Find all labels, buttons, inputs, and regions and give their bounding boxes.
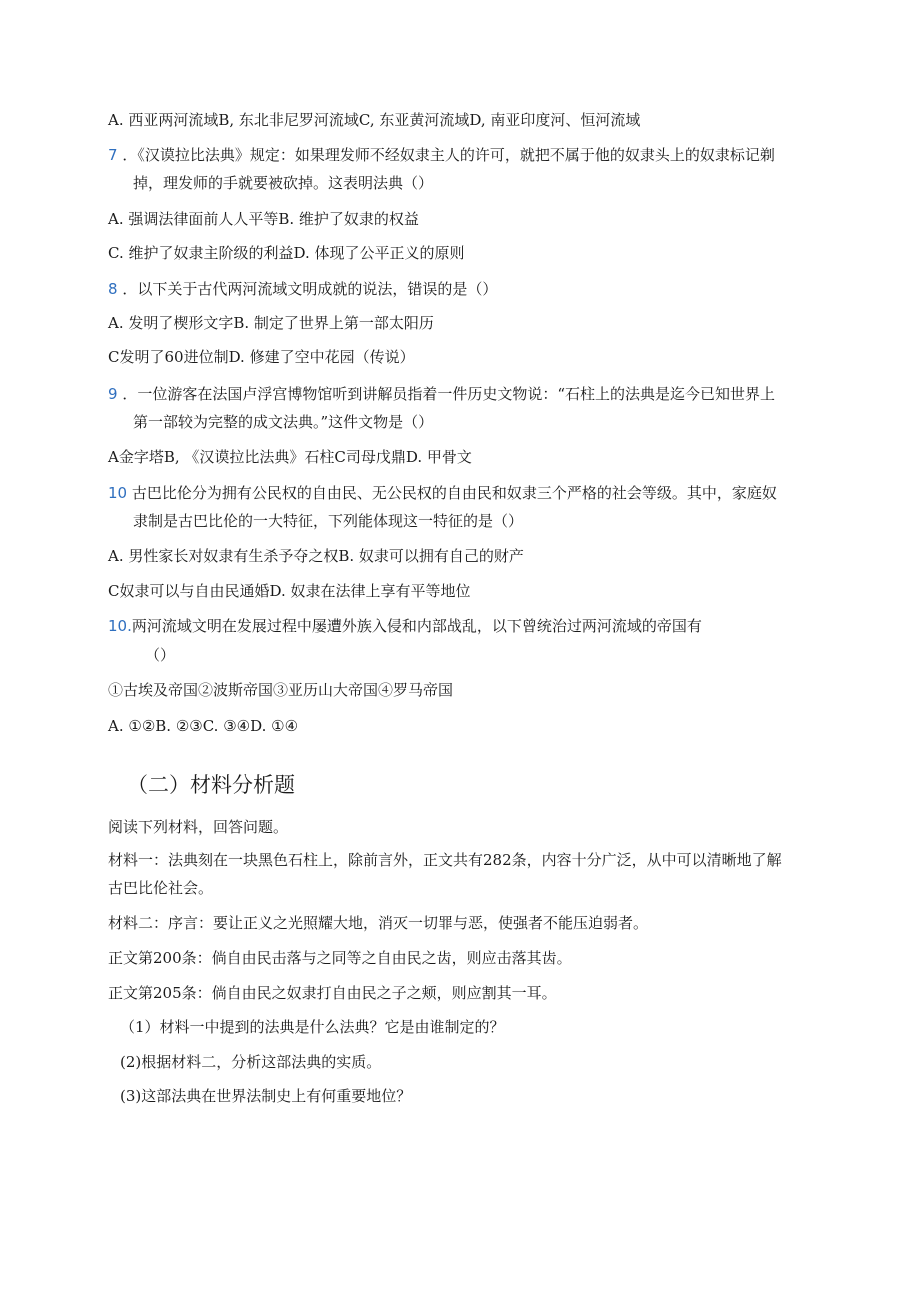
material1-line2: 古巴比伦社会。 <box>108 879 214 897</box>
material2: 材料二：序言：要让正义之光照耀大地，消灭一切罪与恶，使强者不能压迫弱者。 <box>108 914 649 932</box>
section-intro: 阅读下列材料，回答问题。 <box>108 818 289 836</box>
q10b-line2: （） <box>145 646 176 664</box>
sub-question-3: (3)这部法典在世界法制史上有何重要地位？ <box>120 1087 412 1105</box>
sub-question-2: (2)根据材料二，分析这部法典的实质。 <box>120 1053 382 1071</box>
q7-number: 7 <box>108 146 118 164</box>
q10a-line2: 隶制是古巴比伦的一大特征，下列能体现这一特征的是（） <box>133 512 524 530</box>
q10b-options: A. ①②B. ②③C. ③④D. ①④ <box>108 717 299 735</box>
q6-options: A. 西亚两河流域B, 东北非尼罗河流域C, 东亚黄河流域D, 南亚印度河、恒河流域 <box>108 111 641 129</box>
q10b-number: 10. <box>108 617 132 635</box>
q7-options-cd: C. 维护了奴隶主阶级的利益D. 体现了公平正义的原则 <box>108 244 465 262</box>
article-205: 正文第205条：倘自由民之奴隶打自由民之子之颊，则应割其一耳。 <box>108 984 557 1002</box>
section-heading: （二）材料分析题 <box>127 773 295 797</box>
q9-number: 9 <box>108 385 118 403</box>
article-200: 正文第200条：倘自由民击落与之同等之自由民之齿，则应击落其齿。 <box>108 949 572 967</box>
q10a-text: 古巴比伦分为拥有公民权的自由民、无公民权的自由民和奴隶三个严格的社会等级。其中，家庭奴 <box>131 484 777 502</box>
q8-options-ab: A. 发明了楔形文字B. 制定了世界上第一部太阳历 <box>108 314 434 332</box>
q9-options: A金字塔B, 《汉谟拉比法典》石柱C司母戊鼎D. 甲骨文 <box>108 448 472 466</box>
q7-line1 <box>108 145 840 165</box>
q8-number: 8 <box>108 280 118 298</box>
q10b-text: 两河流域文明在发展过程中屡遭外族入侵和内部战乱，以下曾统治过两河流域的帝国有 <box>131 617 702 635</box>
q7-text: ．《汉谟拉比法典》规定：如果理发师不经奴隶主人的许可，就把不属于他的奴隶头上的奴隶标记剃 <box>122 146 775 164</box>
q10b-line1 <box>108 616 840 636</box>
q7-options-ab: A. 强调法律面前人人平等B. 维护了奴隶的权益 <box>108 210 419 228</box>
q10a-options-ab: A. 男性家长对奴隶有生杀予夺之权B. 奴隶可以拥有自己的财产 <box>108 547 524 565</box>
q9-text: ．一位游客在法国卢浮宫博物馆听到讲解员指着一件历史文物说：“石柱上的法典是迄今已知世界上 <box>122 385 776 403</box>
q9-line1 <box>108 384 840 404</box>
q7-line2: 掉，理发师的手就要被砍掉。这表明法典（） <box>133 174 434 192</box>
q10a-line1 <box>108 483 840 503</box>
q10a-number: 10 <box>108 484 128 502</box>
q10a-options-cd: C奴隶可以与自由民通婚D. 奴隶在法律上享有平等地位 <box>108 582 471 600</box>
sub-question-1: （1）材料一中提到的法典是什么法典？它是由谁制定的？ <box>120 1018 505 1036</box>
q8-options-cd: C发明了60进位制D. 修建了空中花园（传说） <box>108 348 415 366</box>
q8-line1 <box>108 279 840 299</box>
q10b-items: ①古埃及帝国②波斯帝国③亚历山大帝国④罗马帝国 <box>108 681 454 699</box>
q9-line2: 第一部较为完整的成文法典。”这件文物是（） <box>133 413 434 431</box>
q8-text: ．以下关于古代两河流域文明成就的说法，错误的是（） <box>122 280 498 298</box>
material1-line1: 材料一：法典刻在一块黑色石柱上，除前言外，正文共有282条，内容十分广泛，从中可以清晰地了解 <box>108 851 782 869</box>
